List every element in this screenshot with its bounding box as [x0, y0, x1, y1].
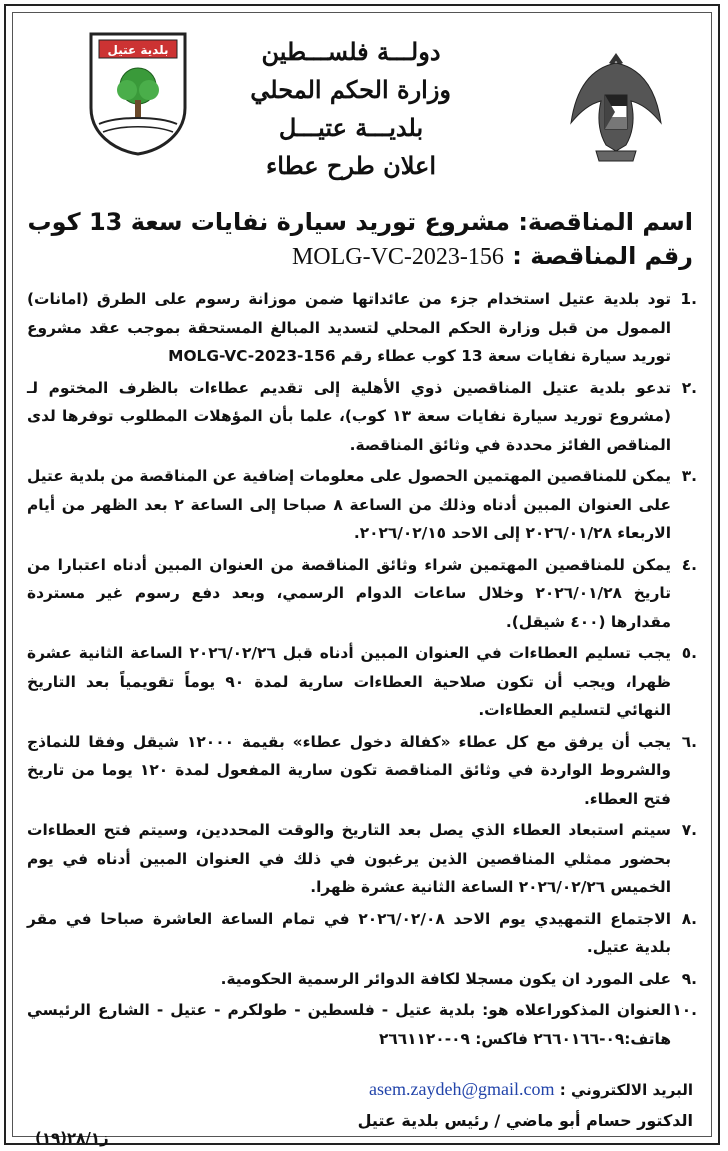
reference-number: ز٢٨/١(١٩) [35, 1129, 109, 1147]
item-text: تدعو بلدية عتيل المناقصين ذوي الأهلية إلى تقديم عطاءات بالظرف المختوم لـ (مشروع توريد سيارة نفايات سعة ١٣ كوب)، علما بأن المؤهلات المطلوب توفرها لدى المناقص الفائز محددة في وثائق المناقصة. [27, 378, 671, 454]
header-state: دولـــة فلســـطين [261, 37, 441, 66]
item-text: سيتم استبعاد العطاء الذي يصل بعد التاريخ والوقت المحددين، وسيتم فتح العطاءات بحضور ممثلي المناقصين الذين يرغبون في ذلك في العنوان المبين أدناه في يوم الخميس ٢٠٢٦/٠٢/٢٦ الساعة الثانية عشرة ظهرا. [27, 821, 671, 896]
item-text: العنوان المذكوراعلاه هو: بلدية عتيل - فلسطين - طولكرم - عتيل - الشارع الرئيسي هاتف:٠٩-٢٦٦٠١٦٦ فاكس: ٠٩-٢٦٦١١٢٠ [27, 1001, 671, 1048]
list-item [27, 639, 697, 725]
item-text: تود بلدية عتيل استخدام جزء من عائداتها ضمن موزانة رسوم على الطرق (امانات) الممول من قبل وزارة الحكم المحلي لتسديد المبالغ المستحقة بموجب عقد مشروع توريد سيارة نفايات سعة 13 كوب عطاء رقم MOLG-VC-2023-156 [27, 290, 671, 365]
list-item [27, 965, 697, 994]
palestine-eagle-emblem-icon [561, 33, 671, 173]
tender-number-label: رقم المناقصة : [512, 242, 693, 270]
item-text: الاجتماع التمهيدي يوم الاحد ٢٠٢٦/٠٢/٠٨ في تمام الساعة العاشرة صباحا في مقر بلدية عتيل. [27, 909, 671, 956]
signature: الدكتور حسام أبو ماضي / رئيس بلدية عتيل [357, 1111, 693, 1130]
header-ministry: وزارة الحكم المحلي [250, 75, 451, 104]
item-number: .٧ [681, 821, 697, 839]
header-municipality: بلديـــة عتيـــل [278, 113, 424, 142]
announcement-frame [4, 4, 720, 1145]
list-item [27, 551, 697, 637]
inner-border [12, 12, 712, 1147]
list-item [27, 728, 697, 814]
item-text: يجب أن يرفق مع كل عطاء «كفالة دخول عطاء» بقيمة ١٢٠٠٠ شيقل وفقا للنماذج والشروط الواردة في وثائق المناقصة تكون سارية المفعول لمدة ١٢٠ يوما من تاريخ فتح العطاء. [27, 732, 671, 808]
seal-label: بلدية عتيل [107, 43, 169, 57]
list-item [27, 996, 697, 1053]
email-row [31, 1079, 693, 1100]
item-number: .٣ [681, 467, 697, 485]
list-item [27, 285, 697, 371]
list-item [27, 905, 697, 962]
item-number: .٨ [681, 909, 697, 928]
tender-name: اسم المناقصة: مشروع توريد سيارة نفايات سعة 13 كوب [27, 208, 693, 236]
item-number: .1 [680, 290, 697, 308]
item-number: .٤ [681, 555, 697, 574]
list-item [27, 374, 697, 460]
email-label: البريد الالكتروني : [559, 1081, 693, 1099]
item-number: .١٠ [672, 1001, 697, 1019]
tender-number-value: MOLG-VC-2023-156 [291, 244, 504, 270]
tender-number [31, 239, 693, 274]
header [13, 23, 711, 188]
item-text: يمكن للمناقصين المهتمين الحصول على معلومات إضافية عن المناقصة من بلدية عتيل على العنوان المبين أدناه وذلك من الساعة ٨ صباحا إلى الساعة ٢ بعد الظهر من أيام الاربعاء ٢٠٢٦/٠١/٢٨ إلى الاحد ٢٠٢٦/٠٢/١٥. [27, 467, 671, 542]
item-number: .٢ [681, 378, 697, 397]
item-number: .٩ [681, 969, 697, 988]
item-text: يمكن للمناقصين المهتمين شراء وثائق المناقصة من العنوان المبين أدناه اعتبارا من تاريخ ٢٠٢٦/٠١/٢٨ وخلال ساعات الدوام الرسمي، وبعد دفع رسوم غير مستردة مقدارها (٤٠٠ شيقل). [27, 555, 671, 631]
list-item [27, 816, 697, 902]
email-link[interactable]: asem.zaydeh@gmail.com [369, 1079, 555, 1099]
header-announcement: اعلان طرح عطاء [265, 151, 437, 180]
item-text: على المورد ان يكون مسجلا لكافة الدوائر الرسمية الحكومية. [220, 969, 671, 988]
list-item [27, 462, 697, 548]
item-text: يجب تسليم العطاءات في العنوان المبين أدناه قبل ٢٠٢٦/٠٢/٢٦ الساعة الثانية عشرة ظهرا، ويجب أن تكون صلاحية العطاءات سارية لمدة ٩٠ يوماً تقويمياً بعد التاريخ النهائي لتسليم العطاءات. [27, 644, 671, 719]
item-number: .٦ [681, 732, 697, 751]
tender-title-block [27, 205, 693, 274]
item-number: .٥ [681, 644, 697, 662]
conditions-list [27, 285, 697, 1056]
attil-municipality-seal-icon [83, 28, 193, 158]
